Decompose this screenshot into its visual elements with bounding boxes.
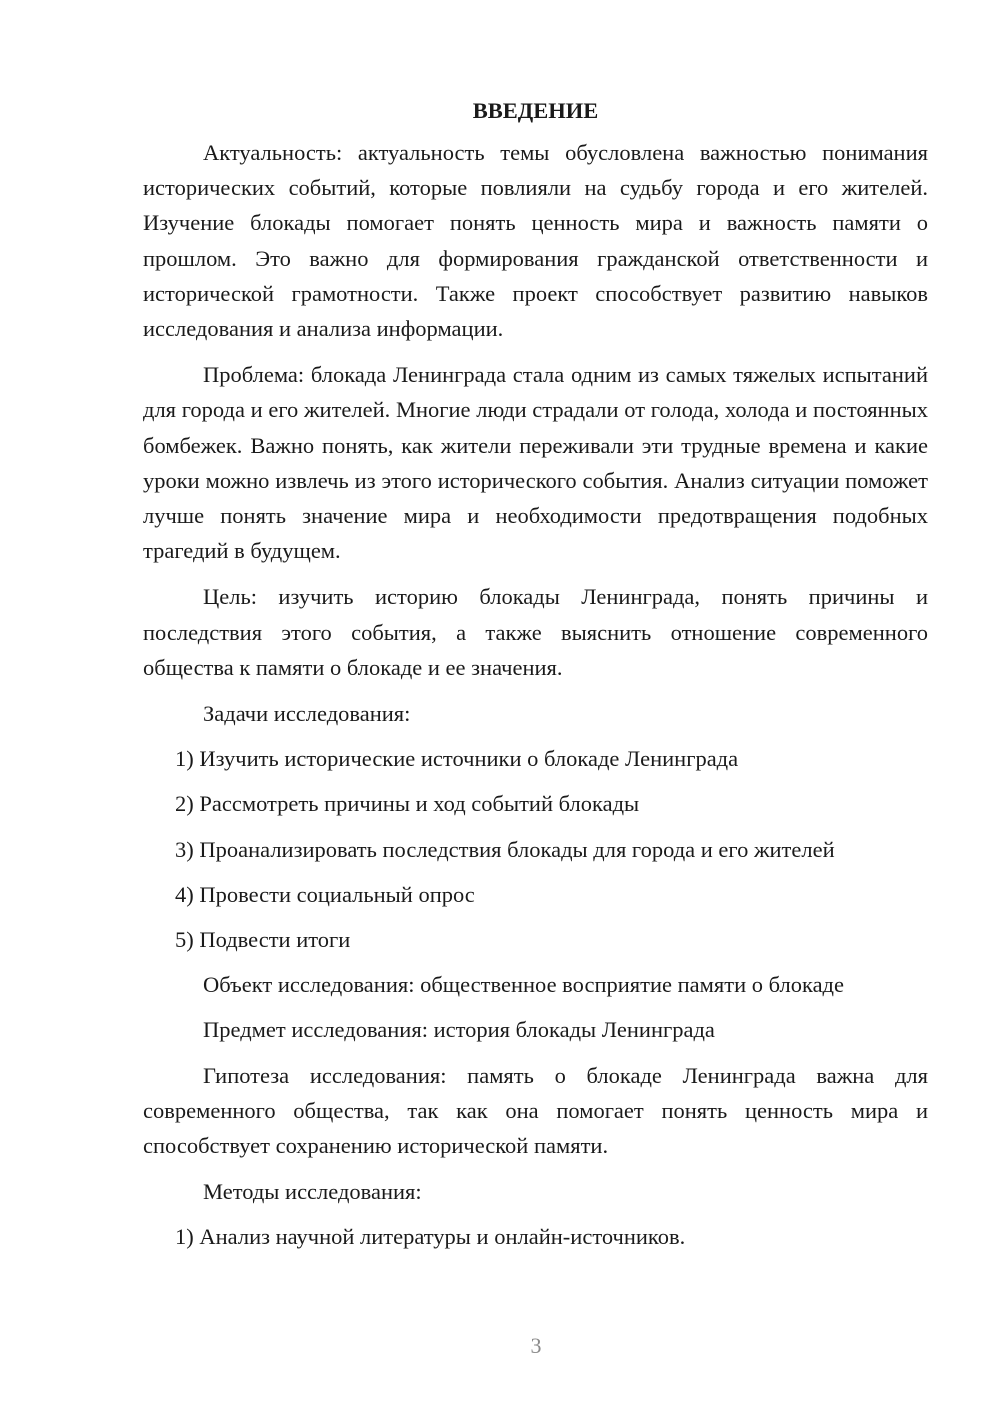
- section-title: ВВЕДЕНИЕ: [472, 98, 599, 123]
- problem-paragraph: Проблема: блокада Ленинграда стала одним из самых тяжелых испытаний для города и его жителей. Многие люди страдали от голода, холода и постоянных бомбежек. Важно понять, как жители переживали эти трудные времена и какие уроки можно извлечь из этого исторического события. Анализ ситуации поможет лучше понять значение мира и необходимости предотвращения подобных трагедий в будущем.: [143, 362, 928, 564]
- list-item: 5) Подвести итоги: [175, 927, 351, 953]
- list-item: 1) Анализ научной литературы и онлайн-источников.: [175, 1224, 686, 1250]
- list-item: 4) Провести социальный опрос: [175, 881, 475, 907]
- tasks-heading: Задачи исследования:: [203, 701, 411, 727]
- research-subject: Предмет исследования: история блокады Ленинграда: [203, 1017, 715, 1043]
- list-item: 2) Рассмотреть причины и ход событий блокады: [175, 791, 640, 817]
- research-object: Объект исследования: общественное восприятие памяти о блокаде: [203, 972, 844, 998]
- list-item: 1) Изучить исторические источники о блокаде Ленинграда: [175, 746, 739, 772]
- relevance-paragraph: Актуальность: актуальность темы обусловлена важностью понимания исторических событий, которые повлияли на судьбу города и его жителей. Изучение блокады помогает понять ценность мира и важность памяти о прошлом. Это важно для формирования гражданской ответственности и исторической грамотности. Также проект способствует развитию навыков исследования и анализа информации.: [143, 140, 928, 342]
- goal-paragraph: Цель: изучить историю блокады Ленинграда, понять причины и последствия этого события, а также выяснить отношение современного общества к памяти о блокаде и ее значения.: [143, 584, 928, 680]
- list-item: 3) Проанализировать последствия блокады для города и его жителей: [175, 836, 835, 862]
- tasks-list: [143, 741, 928, 957]
- page-number: 3: [530, 1333, 542, 1358]
- methods-heading: Методы исследования:: [203, 1179, 422, 1205]
- methods-list: [143, 1219, 928, 1254]
- hypothesis-paragraph: Гипотеза исследования: память о блокаде Ленинграда важна для современного общества, так как она помогает понять ценность мира и способствует сохранению исторической памяти.: [143, 1062, 928, 1159]
- document-page: [143, 96, 928, 1265]
